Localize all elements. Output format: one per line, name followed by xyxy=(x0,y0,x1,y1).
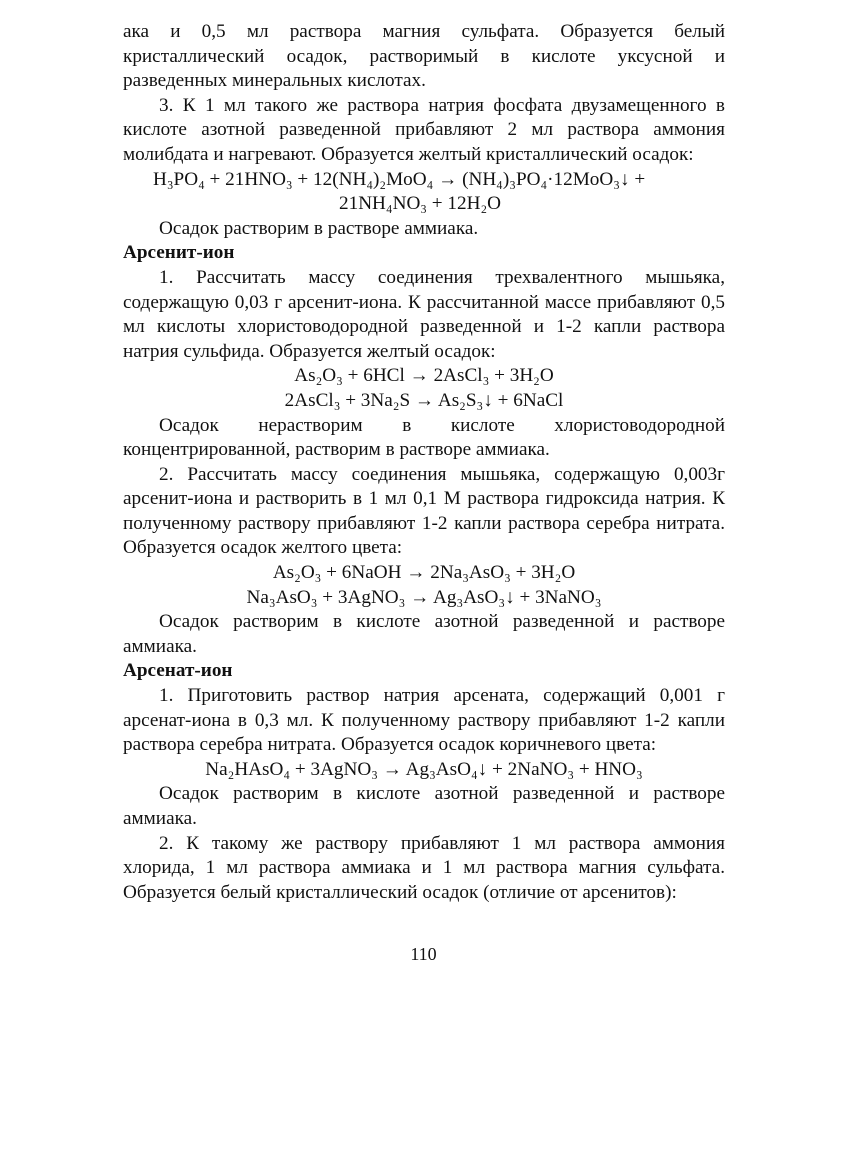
equation: H₃PO₄ + 21HNO₃ + 12(NH₄)₂MoO₄ → (NH₄)₃PO₄·12MoO₃↓ + xyxy=(153,168,646,190)
paragraph: 1. Приготовить раствор натрия арсената, содержащий 0,001 г арсенат-иона в 0,3 мл. К полученному раствору прибавляют 1-2 капли раствора серебра нитрата. Образуется осадок коричневого цвета: xyxy=(123,685,725,756)
paragraph: 1. Рассчитать массу соединения трехвалентного мышьяка, содержащую 0,03 г арсенит-иона. К рассчитанной массе прибавляют 0,5 мл кислоты хлористоводородной разведенной и 1-2 капли раствора натрия сульфида. Образуется желтый осадок: xyxy=(123,266,725,362)
equation-continuation: 21NH₄NO₃ + 12H₂O xyxy=(339,193,501,215)
paragraph: 2. К такому же раствору прибавляют 1 мл раствора аммония хлорида, 1 мл раствора аммиака и 1 мл раствора магния сульфата. Образуется белый кристаллический осадок (отличие от арсенитов): xyxy=(123,832,725,903)
paragraph: Осадок нерастворим в кислоте хлористоводородной концентрированной, растворим в растворе аммиака. xyxy=(123,414,725,461)
paragraph: 2. Рассчитать массу соединения мышьяка, содержащую 0,003г арсенит-иона и растворить в 1 мл 0,1 М раствора гидроксида натрия. К полученному раствору прибавляют 1-2 капли раствора серебра нитрата. Образуется осадок желтого цвета: xyxy=(123,463,725,559)
equation: As₂O₃ + 6NaOH → 2Na₃AsO₃ + 3H₂O xyxy=(272,562,576,584)
equation: 2AsCl₃ + 3Na₂S → As₂S₃↓ + 6NaCl xyxy=(284,389,564,411)
equation: Na₃AsO₃ + 3AgNO₃ → Ag₃AsO₃↓ + 3NaNO₃ xyxy=(246,586,602,608)
equation: As₂O₃ + 6HCl → 2AsCl₃ + 3H₂O xyxy=(294,365,554,387)
paragraph: Осадок растворим в кислоте азотной разведенной и растворе аммиака. xyxy=(123,611,725,657)
paragraph: Осадок растворим в растворе аммиака. xyxy=(159,217,479,239)
paragraph: ака и 0,5 мл раствора магния сульфата. Образуется белый кристаллический осадок, растворимый в кислоте уксусной и разведенных минеральных кислотах. xyxy=(123,21,725,92)
page-body xyxy=(123,20,725,905)
section-heading-arsenite: Арсенит-ион xyxy=(123,242,235,264)
paragraph: 3. К 1 мл такого же раствора натрия фосфата двузамещенного в кислоте азотной разведенной прибавляют 2 мл раствора аммония молибдата и нагревают. Образуется желтый кристаллический осадок: xyxy=(123,94,725,165)
section-heading-arsenate: Арсенат-ион xyxy=(123,660,233,682)
page-number: 110 xyxy=(410,944,437,964)
equation: Na₂HAsO₄ + 3AgNO₃ → Ag₃AsO₄↓ + 2NaNO₃ + HNO₃ xyxy=(205,758,643,780)
paragraph: Осадок растворим в кислоте азотной разведенной и растворе аммиака. xyxy=(123,783,725,829)
